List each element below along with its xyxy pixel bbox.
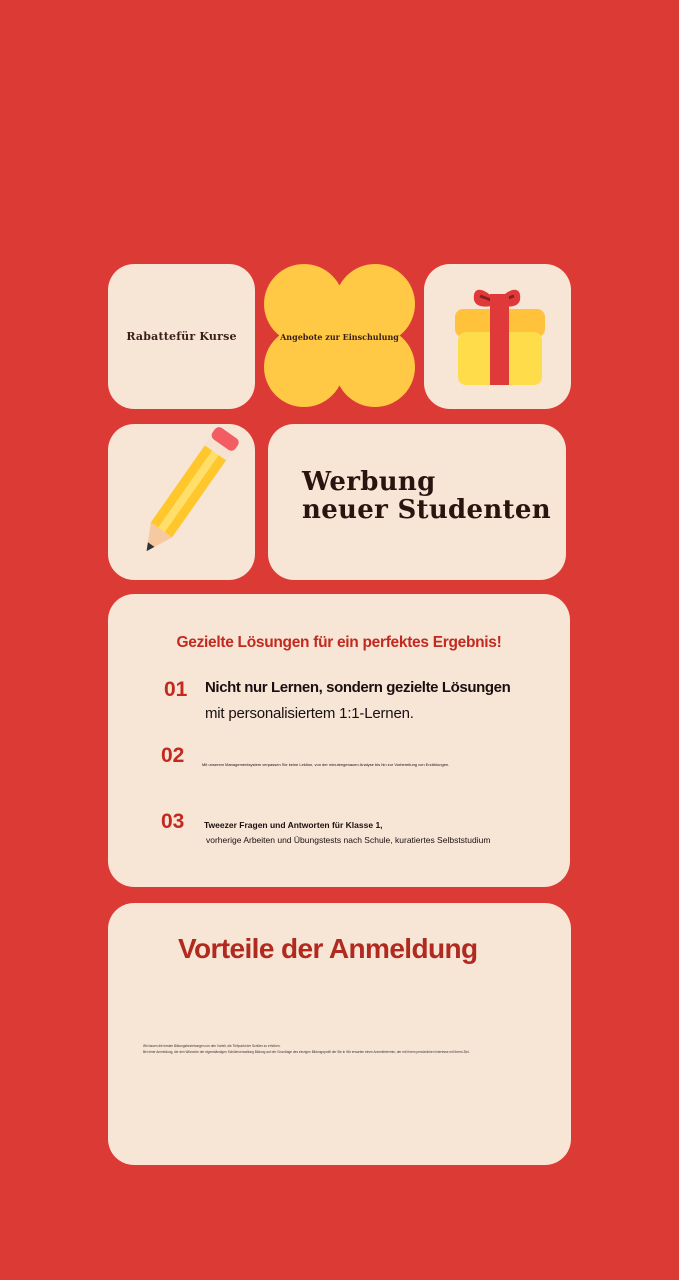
item-number-3: 03 [161,810,185,833]
title-line-2: neuer Studenten [302,495,551,525]
item-number-1: 01 [164,678,188,701]
discount-label: Rabattefür Kurse [126,330,237,343]
solutions-heading: Gezielte Lösungen für ein perfektes Ergebnis! [176,634,502,651]
page-title [302,468,551,524]
item-1-line-2: mit personalisiertem 1:1-Lernen. [205,705,414,722]
title-card [268,424,566,580]
benefits-card [108,903,571,1165]
gift-icon [424,264,571,409]
school-offers-card[interactable] [264,264,415,407]
item-number-2: 02 [161,744,185,767]
gift-card[interactable] [424,264,571,409]
item-2-text: Mit unserem Managementsystem verpassen Sie keine Lektion, von der minutengenauen Analyse bis hin zur Vorbereitung von Erzählungen. [202,762,450,767]
title-line-1: Werbung [302,467,436,497]
discount-card[interactable] [108,264,255,409]
school-offers-label: Angebote zur Einschulung [280,332,399,342]
pencil-card[interactable] [108,424,255,580]
item-3-line-1: Tweezer Fragen und Antworten für Klasse 1, [204,820,383,830]
item-3-line-2: vorherige Arbeiten und Übungstests nach Schule, kuratiertes Selbststudium [206,835,491,845]
solutions-card [108,594,570,887]
item-1-line-1: Nicht nur Lernen, sondern gezielte Lösungen [205,679,511,696]
benefits-fine-print-2: Bei einer Anmeldung, die den Wünsche der eigenständigen Schülerverwaltung Bildung auf der Grundlage des einzigen Bildungsprofil der Sie in Wir erwarten einen Anmeldetermin, der mit Ihrem persönlichen Interesse mit Ihrem Ziel. [143,1050,470,1054]
pencil-icon [108,424,255,580]
benefits-fine-print-1: Wir bauen die besten Bildungsbeziehungen um den Vorteil, die Tiefpunkt der Schüler zu erhöhen. [143,1044,281,1048]
benefits-heading: Vorteile der Anmeldung [178,933,478,964]
